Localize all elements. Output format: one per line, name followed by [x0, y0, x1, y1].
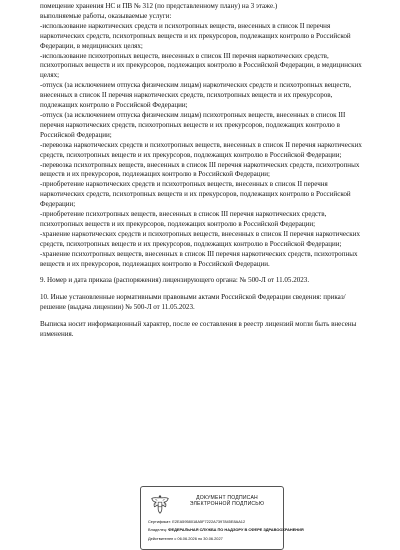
- service-item: -отпуск (за исключением отпуска физическим лицам) наркотических средств и психотропных веществ, внесенных в список II перечня наркотических средств, психотропных веществ и их прекурсоров, подлежащих контролю в Российской Федерации;: [40, 81, 351, 110]
- service-item: -отпуск (за исключением отпуска физическим лицам) психотропных веществ, внесенных в список III перечня наркотических средств, психотропных веществ и их прекурсоров, подлежащих контролю в Российской Федерации;: [40, 110, 346, 139]
- service-item: -перевозка наркотических средств и психотропных веществ, внесенных в список II перечня наркотических средств, психотропных веществ и их прекурсоров, подлежащих контролю в Российской Федерации;: [40, 140, 362, 159]
- service-item: -перевозка психотропных веществ, внесенных в список III перечня наркотических средств, психотропных веществ и их прекурсоров, подлежащих контролю в Российской Федерации;: [40, 160, 360, 179]
- validity-line: Действителен с 06.06.2026 по 30.06.2027: [148, 535, 223, 541]
- certificate-line: [148, 518, 282, 526]
- stamp-title: [177, 495, 277, 508]
- service-item: -хранение психотропных веществ, внесенных в список III перечня наркотических средств, психотропных веществ и их прекурсоров, подлежащих контролю в Российской Федерации.: [40, 249, 358, 268]
- state-emblem-icon: [149, 493, 171, 515]
- order-number-paragraph: 9. Номер и дата приказа (распоряжения) лицензирующего органа: № 500-Л от 11.05.2023.: [40, 276, 310, 285]
- other-info-paragraph: 10. Иные установленные нормативными правовыми актами Российской Федерации сведения: приказ/решение (выдача лицензии) № 500-Л от 11.05.2023.: [40, 293, 346, 312]
- disclaimer-paragraph: Выписка носит информационный характер, после ее составления в реестр лицензий могли быть внесены изменения.: [40, 320, 357, 339]
- stamp-title-line: ЭЛЕКТРОННОЙ ПОДПИСЬЮ: [189, 501, 265, 508]
- stamp-title-line: ДОКУМЕНТ ПОДПИСАН: [196, 495, 258, 501]
- owner-value: ФЕДЕРАЛЬНАЯ СЛУЖБА ПО НАДЗОРУ В СФЕРЕ ЗДРАВООХРАНЕНИЯ: [168, 527, 304, 533]
- document-body: [40, 2, 370, 340]
- spacer: [40, 286, 370, 293]
- stamp-details: [148, 518, 304, 543]
- service-item: -приобретение психотропных веществ, внесенных в список III перечня наркотических средств, психотропных веществ и их прекурсоров, подлежащих контролю в Российской Федерации;: [40, 210, 327, 228]
- intro-line: помещение хранения НС и ПВ № 312 (по представленному плану) на 3 этаже.): [40, 2, 278, 10]
- certificate-value: E2EA5958018A5F7222A7397845E8AA12: [172, 519, 246, 524]
- service-item: -использование наркотических средств и психотропных веществ, внесенных в список II перечня наркотических средств, психотропных веществ и их прекурсоров, подлежащих контролю в Российской Федерации, в медицинских целях;: [40, 21, 351, 50]
- intro-line: выполняемые работы, оказываемые услуги:: [40, 11, 172, 20]
- service-item: -приобретение наркотических средств и психотропных веществ, внесенных в список II перечня наркотических средств, психотропных веществ и их прекурсоров, подлежащих контролю в Российской Федерации;: [40, 180, 351, 209]
- electronic-signature-stamp: [140, 486, 304, 550]
- owner-line: [148, 526, 304, 534]
- owner-label: Владелец:: [148, 527, 168, 533]
- spacer: [40, 313, 370, 320]
- certificate-label: Сертификат:: [148, 519, 172, 524]
- service-item: -хранение наркотических средств и психотропных веществ, внесенных в список II перечня наркотических средств, психотропных веществ и их прекурсоров, подлежащих контролю в Российской Федерации;: [40, 229, 361, 248]
- service-item: -использование психотропных веществ, внесенных в список III перечня наркотических средств, психотропных веществ и их прекурсоров, подлежащих контролю в Российской Федерации, в медицинских целях;: [40, 51, 362, 80]
- spacer: [40, 269, 370, 276]
